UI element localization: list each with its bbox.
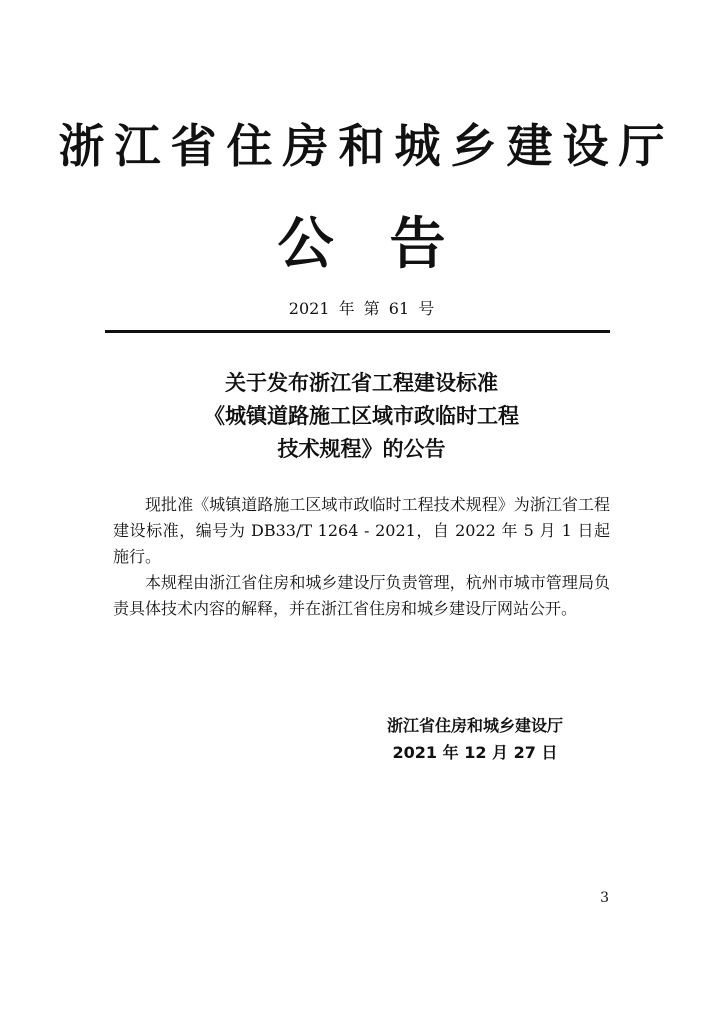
body-paragraph-approval: 现批准《城镇道路施工区域市政临时工程技术规程》为浙江省工程建设标准，编号为 DB33/T 1264 - 2021，自 2022 年 5 月 1 日起施行。 [113, 495, 610, 566]
subject-line-3: 技术规程》的公告 [277, 437, 446, 461]
signature-issuer: 浙江省住房和城乡建设厅 [386, 716, 563, 735]
header-divider [105, 330, 610, 333]
body-paragraph-management: 本规程由浙江省住房和城乡建设厅负责管理，杭州市城市管理局负责具体技术内容的解释，并在浙江省住房和城乡建设厅网站公开。 [113, 573, 610, 618]
document-number: 2021 年 第 61 号 [288, 299, 435, 318]
announcement-subject [0, 367, 723, 466]
signature-block [355, 712, 595, 766]
page-number: 3 [600, 890, 609, 906]
document-type-heading: 公告 [277, 212, 502, 277]
announcement-body [113, 492, 610, 622]
subject-line-1: 关于发布浙江省工程建设标准 [225, 371, 498, 395]
signature-date: 2021 年 12 月 27 日 [392, 743, 558, 762]
issuing-agency-title: 浙江省住房和城乡建设厅 [58, 119, 675, 173]
subject-line-2: 《城镇道路施工区域市政临时工程 [204, 404, 519, 428]
